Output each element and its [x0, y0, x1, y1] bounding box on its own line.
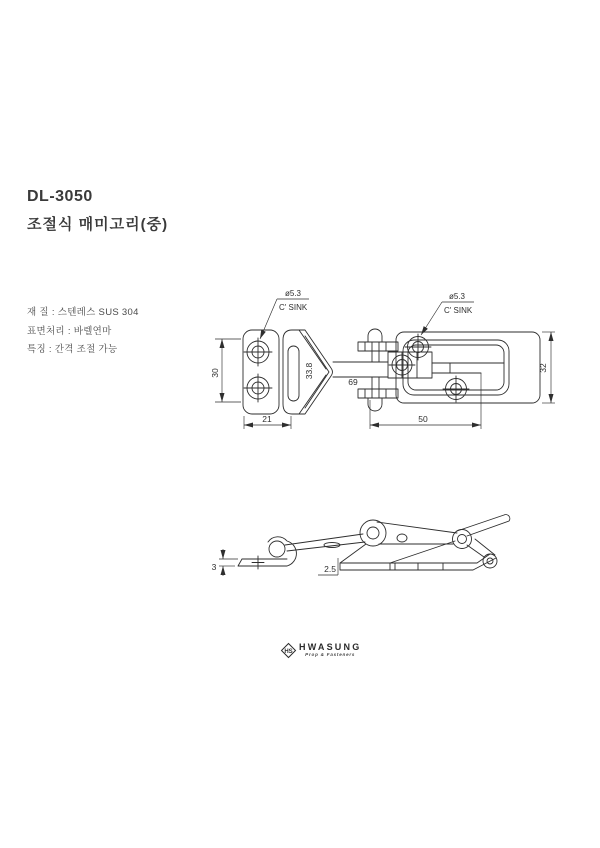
dim-body-width: 50: [418, 414, 428, 424]
hole-callout-left: [260, 289, 309, 339]
front-view-drawing: [205, 283, 557, 448]
spec-material: 재 질 : 스텐레스 SUS 304: [27, 307, 139, 318]
threaded-rod-outline: [333, 362, 388, 377]
dim-body-height: 32: [538, 363, 548, 373]
company-tagline: Prop & Fasteners: [305, 652, 356, 657]
company-logo: [280, 642, 361, 659]
adjust-nut-outline: [388, 352, 432, 378]
dim-base-thickness: 2.5: [324, 564, 336, 574]
side-profile-outline: [238, 515, 510, 570]
u-bolt-outline: [358, 329, 398, 411]
callout-left-note: C' SINK: [279, 303, 308, 312]
product-code: DL-3050: [27, 188, 93, 205]
product-name-korean: 조절식 매미고리(중): [27, 216, 169, 233]
latch-body-outline: [396, 332, 540, 403]
callout-right-note: C' SINK: [444, 306, 473, 315]
callout-left-diameter: ø5.3: [284, 289, 302, 298]
side-dimensions: [212, 549, 338, 576]
spec-surface: 표면처리 : 바렐연마: [27, 325, 112, 337]
dim-slot-height: 33.8: [304, 362, 314, 380]
spec-feature: 특징 : 간격 조절 가능: [27, 344, 118, 355]
side-view-drawing: [205, 508, 525, 603]
company-name: HWASUNG: [299, 642, 362, 652]
hole-callout-right: [421, 292, 474, 335]
dim-hook-thickness: 3: [211, 562, 217, 572]
callout-right-diameter: ø5.3: [448, 292, 466, 301]
logo-text-block: [299, 642, 361, 657]
logo-diamond-icon: [280, 642, 297, 659]
dim-bracket-height: 30: [210, 368, 220, 378]
spec-list: [27, 304, 139, 360]
catch-bracket-outline: [243, 330, 279, 414]
logo-monogram: HS: [284, 648, 293, 655]
dim-bracket-width: 21: [262, 414, 272, 424]
dim-rod-length: 69: [348, 377, 358, 387]
dimensions: [210, 332, 555, 429]
